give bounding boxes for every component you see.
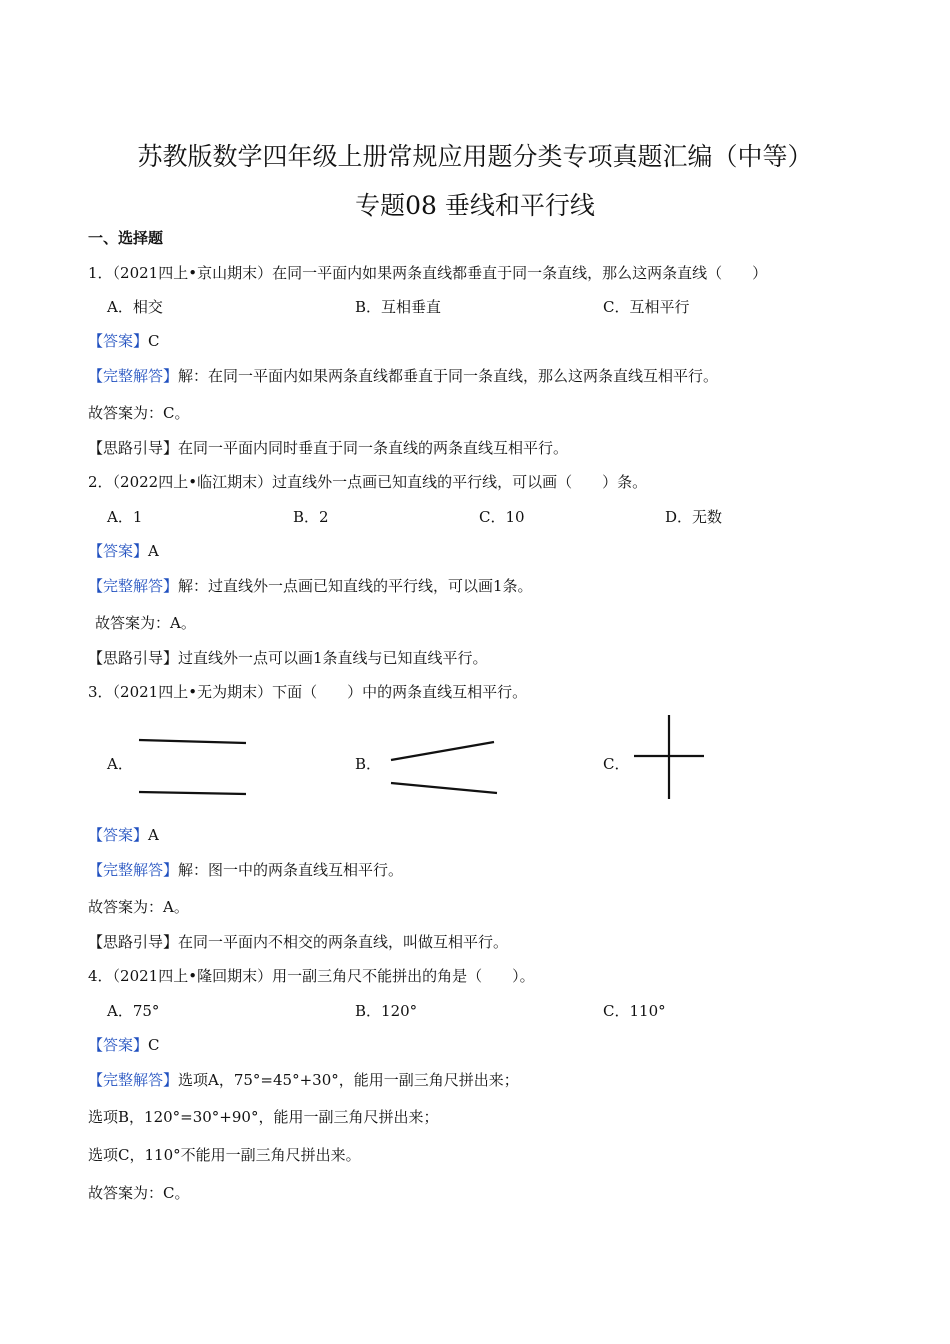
converging-lines-figure <box>388 740 500 800</box>
parallel-lines-figure <box>136 736 250 802</box>
answer-value: C <box>148 332 160 350</box>
question-2-option-b: B．2 <box>293 508 329 526</box>
question-2-solution <box>88 576 533 596</box>
question-3-solution <box>88 860 403 880</box>
solution-tag: 【完整解答】 <box>88 861 179 879</box>
question-2-option-a: A．1 <box>107 508 143 526</box>
solution-text: 选项A，75°=45°+30°，能用一副三角尺拼出来； <box>178 1071 519 1089</box>
hint-tag: 【思路引导】 <box>88 439 179 457</box>
question-4-option-b: B．120° <box>355 1002 418 1020</box>
question-3-stem: 3．（2021四上•无为期末）下面（ ）中的两条直线互相平行。 <box>88 683 528 701</box>
hint-text: 过直线外一点可以画1条直线与已知直线平行。 <box>178 649 488 667</box>
question-3-option-b: B． <box>355 755 382 773</box>
question-1-option-c: C．互相平行 <box>603 298 690 316</box>
answer-tag: 【答案】 <box>88 826 149 844</box>
answer-value: A <box>148 826 159 844</box>
question-4-option-c: C．110° <box>603 1002 666 1020</box>
solution-tag: 【完整解答】 <box>88 1071 179 1089</box>
solution-text: 解：在同一平面内如果两条直线都垂直于同一条直线，那么这两条直线互相平行。 <box>178 367 719 385</box>
solution-text: 解：过直线外一点画已知直线的平行线，可以画1条。 <box>178 577 533 595</box>
hint-tag: 【思路引导】 <box>88 933 179 951</box>
answer-tag: 【答案】 <box>88 332 149 350</box>
answer-tag: 【答案】 <box>88 542 149 560</box>
question-2-stem: 2．（2022四上•临江期末）过直线外一点画已知直线的平行线，可以画（ ）条。 <box>88 473 648 491</box>
question-4-conclusion: 故答案为：C。 <box>88 1184 190 1202</box>
question-1-stem: 1．（2021四上•京山期末）在同一平面内如果两条直线都垂直于同一条直线，那么这两条直线（ ） <box>88 264 768 282</box>
solution-text: 解：图一中的两条直线互相平行。 <box>178 861 404 879</box>
question-3-option-a: A． <box>107 755 133 773</box>
question-3-option-c: C． <box>603 755 630 773</box>
section-heading: 一、选择题 <box>88 229 164 247</box>
question-4-option-a: A．75° <box>107 1002 160 1020</box>
solution-tag: 【完整解答】 <box>88 577 179 595</box>
question-2-hint <box>88 648 488 668</box>
question-4-answer <box>88 1035 160 1055</box>
question-1-option-a: A．相交 <box>107 298 163 316</box>
answer-value: C <box>148 1036 160 1054</box>
question-2-conclusion: 故答案为：A。 <box>95 614 196 632</box>
hint-tag: 【思路引导】 <box>88 649 179 667</box>
question-1-hint <box>88 438 568 458</box>
answer-value: A <box>148 542 159 560</box>
question-1-solution <box>88 366 718 386</box>
question-4-solution <box>88 1070 519 1090</box>
document-subtitle: 专题08 垂线和平行线 <box>355 191 595 220</box>
hint-text: 在同一平面内不相交的两条直线，叫做互相平行。 <box>178 933 509 951</box>
question-2-option-d: D．无数 <box>665 508 723 526</box>
hint-text: 在同一平面内同时垂直于同一条直线的两条直线互相平行。 <box>178 439 569 457</box>
answer-tag: 【答案】 <box>88 1036 149 1054</box>
question-1-conclusion: 故答案为：C。 <box>88 404 190 422</box>
solution-tag: 【完整解答】 <box>88 367 179 385</box>
question-3-hint <box>88 932 508 952</box>
question-2-answer <box>88 541 159 561</box>
question-2-option-c: C．10 <box>479 508 525 526</box>
question-4-stem: 4．（2021四上•隆回期末）用一副三角尺不能拼出的角是（ ）。 <box>88 967 535 985</box>
question-4-extra-2: 选项C，110°不能用一副三角尺拼出来。 <box>88 1146 361 1164</box>
document-title: 苏教版数学四年级上册常规应用题分类专项真题汇编（中等） <box>137 142 813 171</box>
question-1-answer <box>88 331 160 351</box>
perpendicular-lines-figure <box>632 713 708 801</box>
question-1-option-b: B．互相垂直 <box>355 298 442 316</box>
question-3-answer <box>88 825 159 845</box>
question-4-extra-1: 选项B，120°=30°+90°，能用一副三角尺拼出来； <box>88 1108 439 1126</box>
question-3-conclusion: 故答案为：A。 <box>88 898 189 916</box>
